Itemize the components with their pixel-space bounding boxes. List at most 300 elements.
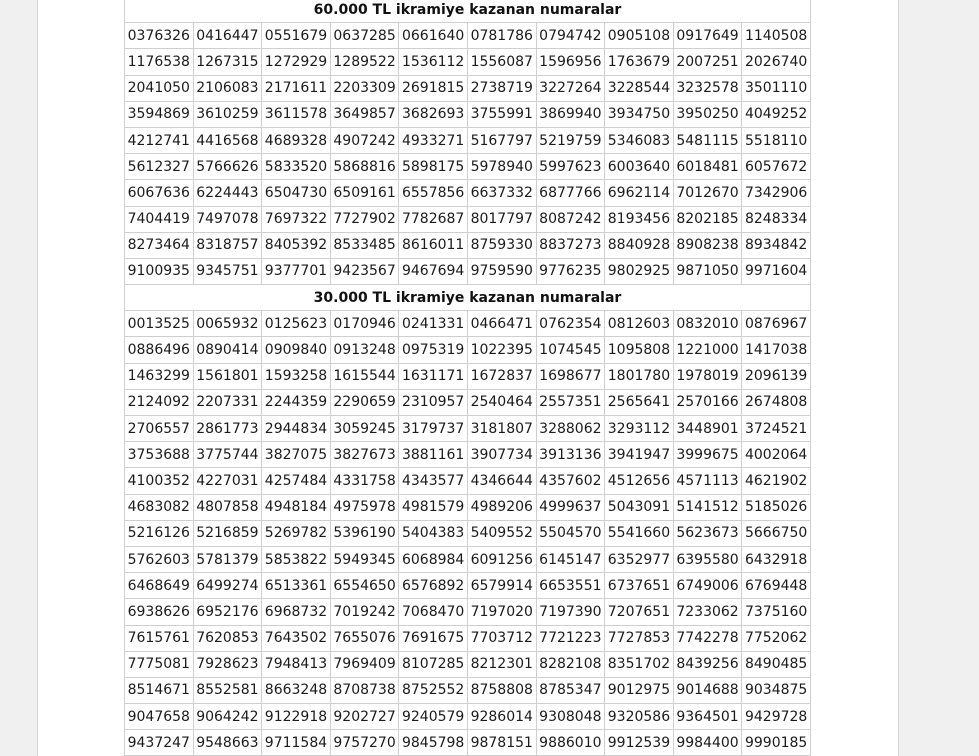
- winning-number: 7497078: [193, 206, 262, 232]
- table-row: [125, 311, 811, 337]
- winning-number: 4948184: [262, 494, 331, 520]
- winning-number: 8758808: [467, 677, 536, 703]
- winning-number: 5219759: [536, 127, 605, 153]
- winning-number: 3611578: [262, 101, 331, 127]
- winning-number: 3501110: [742, 75, 811, 101]
- winning-number: 3755991: [467, 101, 536, 127]
- winning-number: 7969409: [330, 651, 399, 677]
- winning-number: 4512656: [605, 468, 674, 494]
- winning-number: 3724521: [742, 416, 811, 442]
- winning-number: 0890414: [193, 337, 262, 363]
- table-row: [125, 416, 811, 442]
- winning-number: 3232578: [673, 75, 742, 101]
- winning-number: 4571113: [673, 468, 742, 494]
- winning-number: 6938626: [125, 599, 194, 625]
- winning-number: 7703712: [467, 625, 536, 651]
- winning-number: 6068984: [399, 546, 468, 572]
- winning-number: 8708738: [330, 677, 399, 703]
- winning-number: 7727853: [605, 625, 674, 651]
- winning-number: 7233062: [673, 599, 742, 625]
- winning-number: 8514671: [125, 677, 194, 703]
- winning-number: 7620853: [193, 625, 262, 651]
- winning-number: 0065932: [193, 311, 262, 337]
- table-row: [125, 363, 811, 389]
- winning-number: 5978940: [467, 154, 536, 180]
- winning-number: 0416447: [193, 23, 262, 49]
- winning-number: 7342906: [742, 180, 811, 206]
- winning-number: 6769448: [742, 573, 811, 599]
- winning-number: 8405392: [262, 232, 331, 258]
- winning-number: 6018481: [673, 154, 742, 180]
- winning-number: 6091256: [467, 546, 536, 572]
- winning-number: 8087242: [536, 206, 605, 232]
- winning-number: 2207331: [193, 389, 262, 415]
- winning-number: 5216126: [125, 520, 194, 546]
- winning-number: 1615544: [330, 363, 399, 389]
- winning-number: 5541660: [605, 520, 674, 546]
- winning-number: 4343577: [399, 468, 468, 494]
- winning-number: 3941947: [605, 442, 674, 468]
- winning-number: 8439256: [673, 651, 742, 677]
- winning-number: 9364501: [673, 704, 742, 730]
- winning-number: 1074545: [536, 337, 605, 363]
- winning-number: 6653551: [536, 573, 605, 599]
- winning-number: 3293112: [605, 416, 674, 442]
- winning-number: 1978019: [673, 363, 742, 389]
- winning-number: 3775744: [193, 442, 262, 468]
- winning-number: 0661640: [399, 23, 468, 49]
- winning-number: 2565641: [605, 389, 674, 415]
- winning-number: 7643502: [262, 625, 331, 651]
- winning-number: 5409552: [467, 520, 536, 546]
- winning-number: 4212741: [125, 127, 194, 153]
- winning-number: 2171611: [262, 75, 331, 101]
- table-row: [125, 232, 811, 258]
- winning-number: 9548663: [193, 730, 262, 756]
- table-row: [125, 546, 811, 572]
- winning-number: 8785347: [536, 677, 605, 703]
- winning-number: 5141512: [673, 494, 742, 520]
- winning-number: 3907734: [467, 442, 536, 468]
- winning-number: 9845798: [399, 730, 468, 756]
- winning-number: 5868816: [330, 154, 399, 180]
- winning-number: 6554650: [330, 573, 399, 599]
- winning-number: 1463299: [125, 363, 194, 389]
- winning-number: 8759330: [467, 232, 536, 258]
- table-row: [125, 206, 811, 232]
- winning-number: 5833520: [262, 154, 331, 180]
- winning-number: 5762603: [125, 546, 194, 572]
- winning-number: 4416568: [193, 127, 262, 153]
- winning-number: 0794742: [536, 23, 605, 49]
- winning-number: 9984400: [673, 730, 742, 756]
- winning-number: 7727902: [330, 206, 399, 232]
- winning-number: 1561801: [193, 363, 262, 389]
- winning-number: 9711584: [262, 730, 331, 756]
- winning-number: 0832010: [673, 311, 742, 337]
- winning-number: 8552581: [193, 677, 262, 703]
- winning-number: 4100352: [125, 468, 194, 494]
- winning-number: 6145147: [536, 546, 605, 572]
- winning-number: 6003640: [605, 154, 674, 180]
- winning-number: 4257484: [262, 468, 331, 494]
- winning-number: 2244359: [262, 389, 331, 415]
- winning-number: 6557856: [399, 180, 468, 206]
- winning-number: 2007251: [673, 49, 742, 75]
- section-header-row: [125, 0, 811, 23]
- winning-number: 5949345: [330, 546, 399, 572]
- table-row: [125, 258, 811, 284]
- winning-number: 1176538: [125, 49, 194, 75]
- winning-number: 3913136: [536, 442, 605, 468]
- winning-number: 2041050: [125, 75, 194, 101]
- winning-number: 0886496: [125, 337, 194, 363]
- winning-number: 8840928: [605, 232, 674, 258]
- winning-number: 8351702: [605, 651, 674, 677]
- winning-number: 0637285: [330, 23, 399, 49]
- winning-number: 4227031: [193, 468, 262, 494]
- winning-number: 1672837: [467, 363, 536, 389]
- winning-number: 2706557: [125, 416, 194, 442]
- winning-number: 1801780: [605, 363, 674, 389]
- winning-number: 6352977: [605, 546, 674, 572]
- table-row: [125, 442, 811, 468]
- table-row: [125, 573, 811, 599]
- winning-number: 4683082: [125, 494, 194, 520]
- winning-number: 3827673: [330, 442, 399, 468]
- winning-number: 2106083: [193, 75, 262, 101]
- table-row: [125, 337, 811, 363]
- winning-number: 2557351: [536, 389, 605, 415]
- winning-number: 5898175: [399, 154, 468, 180]
- winning-number: 9871050: [673, 258, 742, 284]
- winning-number: 8107285: [399, 651, 468, 677]
- winning-number: 7752062: [742, 625, 811, 651]
- winning-number: 3753688: [125, 442, 194, 468]
- winning-number: 0917649: [673, 23, 742, 49]
- winning-number: 7721223: [536, 625, 605, 651]
- winning-number: 0376326: [125, 23, 194, 49]
- winning-number: 0812603: [605, 311, 674, 337]
- winning-number: 9776235: [536, 258, 605, 284]
- winning-number: 7928623: [193, 651, 262, 677]
- table-row: [125, 677, 811, 703]
- winning-number: 8282108: [536, 651, 605, 677]
- winning-number: 6509161: [330, 180, 399, 206]
- table-row: [125, 389, 811, 415]
- winning-number: 6499274: [193, 573, 262, 599]
- winning-number: 3179737: [399, 416, 468, 442]
- winning-number: 1763679: [605, 49, 674, 75]
- winning-number: 2290659: [330, 389, 399, 415]
- winning-number: 5185026: [742, 494, 811, 520]
- table-row: [125, 127, 811, 153]
- winning-number: 9878151: [467, 730, 536, 756]
- winning-number: 3869940: [536, 101, 605, 127]
- winning-number: 9308048: [536, 704, 605, 730]
- table-row: [125, 651, 811, 677]
- winning-number: 6952176: [193, 599, 262, 625]
- table-row: [125, 23, 811, 49]
- winning-number: 7948413: [262, 651, 331, 677]
- winning-number: 0762354: [536, 311, 605, 337]
- winning-number: 2570166: [673, 389, 742, 415]
- winning-number: 9971604: [742, 258, 811, 284]
- section-title: 60.000 TL ikramiye kazanan numaralar: [125, 0, 811, 23]
- winning-number: 1556087: [467, 49, 536, 75]
- winning-number: 4331758: [330, 468, 399, 494]
- winning-number: 6468649: [125, 573, 194, 599]
- table-row: [125, 520, 811, 546]
- winning-number: 9014688: [673, 677, 742, 703]
- winning-number: 3227264: [536, 75, 605, 101]
- winning-number: 6579914: [467, 573, 536, 599]
- winning-number: 9034875: [742, 677, 811, 703]
- winning-number: 4689328: [262, 127, 331, 153]
- winning-number: 1596956: [536, 49, 605, 75]
- winning-number: 0905108: [605, 23, 674, 49]
- winning-number: 6576892: [399, 573, 468, 599]
- winning-number: 1267315: [193, 49, 262, 75]
- winning-number: 3999675: [673, 442, 742, 468]
- winning-number: 9757270: [330, 730, 399, 756]
- winning-number: 8908238: [673, 232, 742, 258]
- winning-number: 4621902: [742, 468, 811, 494]
- winning-number: 6432918: [742, 546, 811, 572]
- winning-number: 8934842: [742, 232, 811, 258]
- table-row: [125, 730, 811, 756]
- winning-number: 5853822: [262, 546, 331, 572]
- winning-number: 6067636: [125, 180, 194, 206]
- winning-number: 4807858: [193, 494, 262, 520]
- winning-number: 2026740: [742, 49, 811, 75]
- winning-number: 4907242: [330, 127, 399, 153]
- winning-number: 1140508: [742, 23, 811, 49]
- winning-number: 9320586: [605, 704, 674, 730]
- winning-number: 2944834: [262, 416, 331, 442]
- winning-number: 6637332: [467, 180, 536, 206]
- winning-number: 5216859: [193, 520, 262, 546]
- winning-number: 0466471: [467, 311, 536, 337]
- winning-number: 9377701: [262, 258, 331, 284]
- winning-number: 9122918: [262, 704, 331, 730]
- winning-number: 2691815: [399, 75, 468, 101]
- winning-number: 6057672: [742, 154, 811, 180]
- section-title: 30.000 TL ikramiye kazanan numaralar: [125, 285, 811, 311]
- winning-number: 2540464: [467, 389, 536, 415]
- winning-number: 8193456: [605, 206, 674, 232]
- winning-number: 0909840: [262, 337, 331, 363]
- winning-number: 9345751: [193, 258, 262, 284]
- winning-number: 3288062: [536, 416, 605, 442]
- winning-number: 4357602: [536, 468, 605, 494]
- winning-number: 6504730: [262, 180, 331, 206]
- winning-number: 4981579: [399, 494, 468, 520]
- winning-number: 1536112: [399, 49, 468, 75]
- winning-number: 8248334: [742, 206, 811, 232]
- winning-number: 5481115: [673, 127, 742, 153]
- winning-number: 5269782: [262, 520, 331, 546]
- winning-number: 8752552: [399, 677, 468, 703]
- table-row: [125, 180, 811, 206]
- winning-number: 0125623: [262, 311, 331, 337]
- winning-number: 8212301: [467, 651, 536, 677]
- winning-number: 4346644: [467, 468, 536, 494]
- table-row: [125, 494, 811, 520]
- winning-number: 9423567: [330, 258, 399, 284]
- winning-number: 7207651: [605, 599, 674, 625]
- winning-number: 7019242: [330, 599, 399, 625]
- winning-number: 1417038: [742, 337, 811, 363]
- winning-number: 2310957: [399, 389, 468, 415]
- winning-number: 5346083: [605, 127, 674, 153]
- table-row: [125, 704, 811, 730]
- winning-number: 1289522: [330, 49, 399, 75]
- winning-number: 5781379: [193, 546, 262, 572]
- winning-number: 8837273: [536, 232, 605, 258]
- winning-number: 9240579: [399, 704, 468, 730]
- winning-number: 1221000: [673, 337, 742, 363]
- table-row: [125, 599, 811, 625]
- winning-number: 7775081: [125, 651, 194, 677]
- winning-number: 3950250: [673, 101, 742, 127]
- winning-number: 7375160: [742, 599, 811, 625]
- winning-number: 9047658: [125, 704, 194, 730]
- winning-number: 5404383: [399, 520, 468, 546]
- winning-number: 3649857: [330, 101, 399, 127]
- winning-number: 4975978: [330, 494, 399, 520]
- winning-number: 6395580: [673, 546, 742, 572]
- winning-number: 6962114: [605, 180, 674, 206]
- table-row: [125, 75, 811, 101]
- winning-number: 0551679: [262, 23, 331, 49]
- winning-number: 2096139: [742, 363, 811, 389]
- winning-number: 8202185: [673, 206, 742, 232]
- table-row: [125, 49, 811, 75]
- winning-number: 8273464: [125, 232, 194, 258]
- winning-number: 7197390: [536, 599, 605, 625]
- winning-number: 2861773: [193, 416, 262, 442]
- winning-number: 5504570: [536, 520, 605, 546]
- winning-number: 6513361: [262, 573, 331, 599]
- winning-number: 9202727: [330, 704, 399, 730]
- winning-number: 7691675: [399, 625, 468, 651]
- winning-number: 9802925: [605, 258, 674, 284]
- winning-number: 9437247: [125, 730, 194, 756]
- winning-numbers-table: [124, 0, 811, 756]
- winning-number: 9886010: [536, 730, 605, 756]
- winning-number: 3448901: [673, 416, 742, 442]
- winning-number: 1272929: [262, 49, 331, 75]
- winning-number: 7068470: [399, 599, 468, 625]
- winning-number: 2674808: [742, 389, 811, 415]
- winning-number: 4989206: [467, 494, 536, 520]
- winning-number: 1593258: [262, 363, 331, 389]
- winning-number: 5167797: [467, 127, 536, 153]
- winning-number: 0975319: [399, 337, 468, 363]
- winning-number: 5612327: [125, 154, 194, 180]
- winning-number: 3181807: [467, 416, 536, 442]
- table-body: [125, 0, 811, 756]
- winning-number: 1631171: [399, 363, 468, 389]
- winning-number: 8616011: [399, 232, 468, 258]
- winning-number: 7655076: [330, 625, 399, 651]
- winning-number: 9429728: [742, 704, 811, 730]
- winning-number: 4999637: [536, 494, 605, 520]
- winning-number: 1095808: [605, 337, 674, 363]
- table-row: [125, 625, 811, 651]
- winning-number: 3228544: [605, 75, 674, 101]
- winning-number: 6224443: [193, 180, 262, 206]
- winning-number: 2203309: [330, 75, 399, 101]
- winning-number: 2738719: [467, 75, 536, 101]
- winning-number: 8490485: [742, 651, 811, 677]
- winning-number: 2124092: [125, 389, 194, 415]
- winning-number: 5043091: [605, 494, 674, 520]
- winning-number: 9467694: [399, 258, 468, 284]
- winning-number: 5518110: [742, 127, 811, 153]
- winning-number: 3881161: [399, 442, 468, 468]
- winning-number: 6968732: [262, 599, 331, 625]
- table-row: [125, 101, 811, 127]
- winning-number: 8663248: [262, 677, 331, 703]
- winning-number: 5766626: [193, 154, 262, 180]
- winning-number: 9100935: [125, 258, 194, 284]
- winning-number: 3682693: [399, 101, 468, 127]
- winning-number: 0913248: [330, 337, 399, 363]
- winning-number: 7782687: [399, 206, 468, 232]
- winning-number: 8017797: [467, 206, 536, 232]
- winning-number: 7404419: [125, 206, 194, 232]
- winning-number: 5623673: [673, 520, 742, 546]
- winning-number: 6749006: [673, 573, 742, 599]
- winning-number: 7197020: [467, 599, 536, 625]
- winning-number: 0876967: [742, 311, 811, 337]
- winning-number: 7742278: [673, 625, 742, 651]
- table-row: [125, 468, 811, 494]
- section-header-row: [125, 285, 811, 311]
- winning-number: 9064242: [193, 704, 262, 730]
- winning-number: 9912539: [605, 730, 674, 756]
- winning-number: 1698677: [536, 363, 605, 389]
- winning-number: 5666750: [742, 520, 811, 546]
- winning-number: 3610259: [193, 101, 262, 127]
- winning-number: 4049252: [742, 101, 811, 127]
- winning-number: 6877766: [536, 180, 605, 206]
- winning-number: 3594869: [125, 101, 194, 127]
- winning-number: 0013525: [125, 311, 194, 337]
- winning-number: 0781786: [467, 23, 536, 49]
- winning-number: 9012975: [605, 677, 674, 703]
- winning-number: 7615761: [125, 625, 194, 651]
- winning-number: 5396190: [330, 520, 399, 546]
- winning-number: 3934750: [605, 101, 674, 127]
- winning-number: 9759590: [467, 258, 536, 284]
- winning-number: 8318757: [193, 232, 262, 258]
- winning-number: 9990185: [742, 730, 811, 756]
- winning-number: 8533485: [330, 232, 399, 258]
- winning-number: 3827075: [262, 442, 331, 468]
- winning-number: 9286014: [467, 704, 536, 730]
- table-row: [125, 154, 811, 180]
- winning-number: 4933271: [399, 127, 468, 153]
- winning-number: 0241331: [399, 311, 468, 337]
- winning-number: 7012670: [673, 180, 742, 206]
- winning-number: 5997623: [536, 154, 605, 180]
- winning-number: 0170946: [330, 311, 399, 337]
- winning-number: 4002064: [742, 442, 811, 468]
- winning-number: 6737651: [605, 573, 674, 599]
